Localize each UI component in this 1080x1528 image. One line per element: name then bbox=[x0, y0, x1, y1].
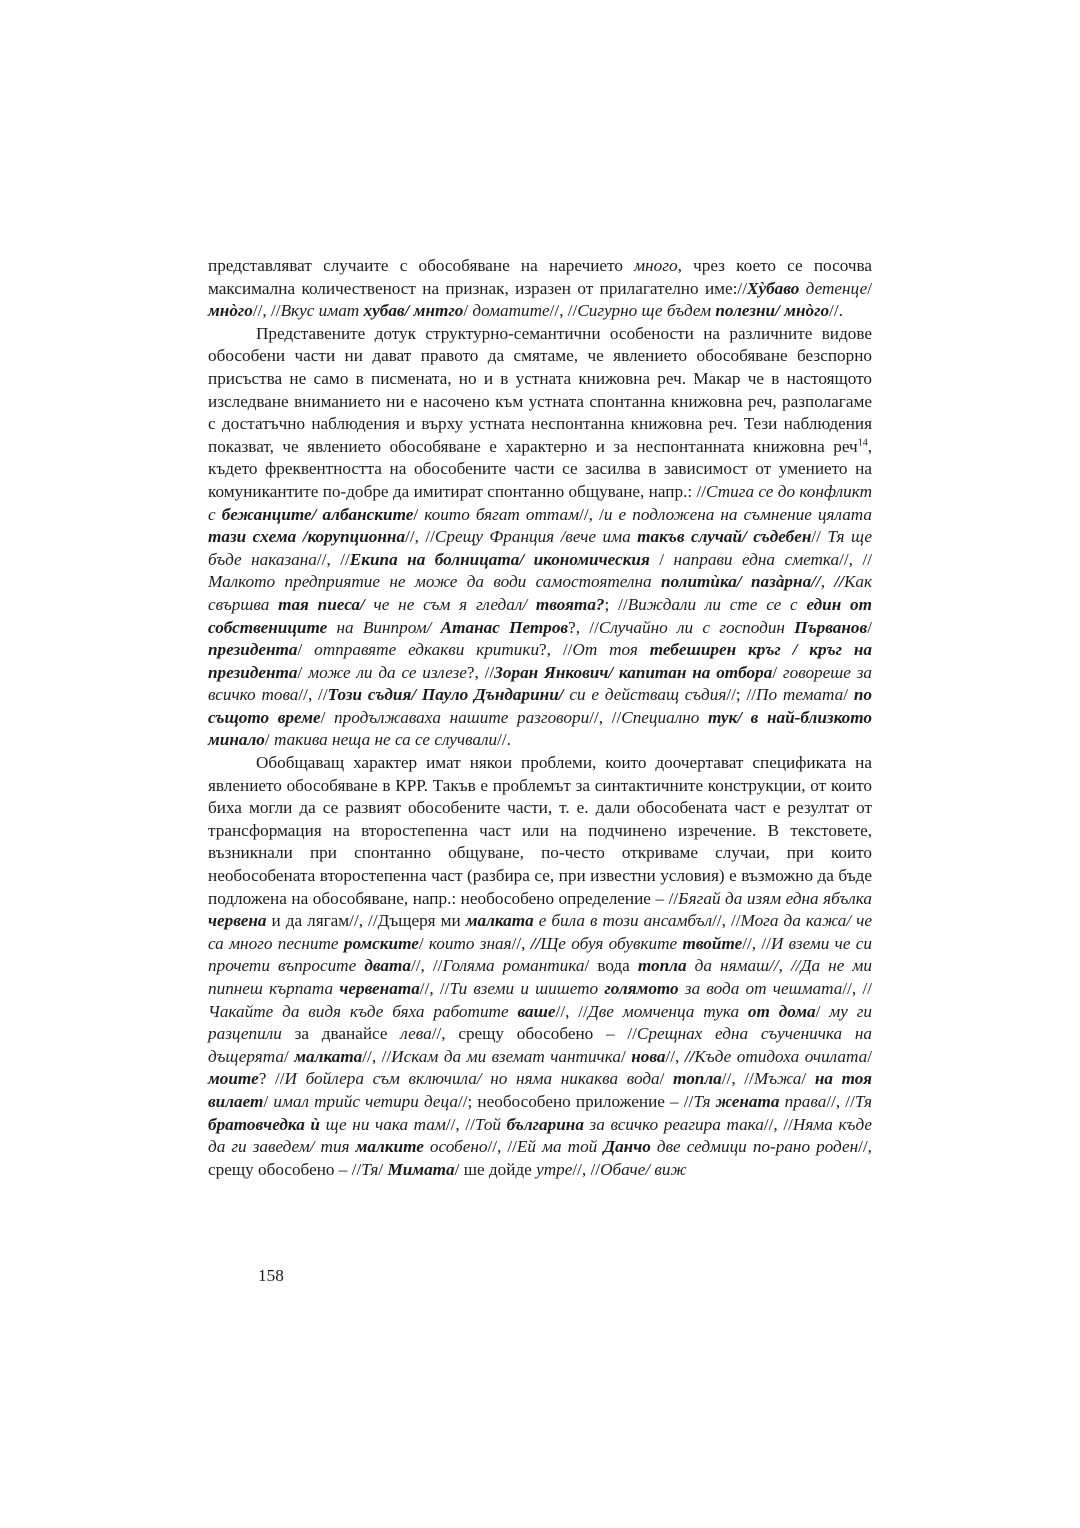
example-emphasis: Хỳбаво bbox=[746, 278, 800, 298]
example-text: права bbox=[779, 1091, 827, 1111]
example-emphasis: малката bbox=[294, 1046, 363, 1066]
example-text: Виждали ли сте се с bbox=[627, 594, 807, 614]
example-bold bbox=[536, 595, 605, 614]
example-emphasis: топла bbox=[673, 1069, 722, 1089]
example-bold bbox=[328, 685, 564, 704]
example-bold bbox=[339, 979, 419, 998]
text-run: / bbox=[867, 617, 872, 637]
example-text: за вода от чешмата bbox=[678, 979, 843, 998]
text-run: за дванайсе bbox=[281, 1024, 401, 1044]
example-text: Тя bbox=[361, 1159, 379, 1179]
example-emphasis: Този съдия/ Пауло Дъндарини/ bbox=[327, 685, 564, 705]
text-run: //, // bbox=[316, 549, 350, 569]
text-run: / bbox=[297, 640, 315, 660]
example-text: Сигурно ще бъдем bbox=[577, 301, 716, 321]
example-emphasis: на тоя вилает bbox=[208, 1069, 872, 1111]
text-run: ? // bbox=[258, 1069, 285, 1089]
text-run: //, / bbox=[579, 504, 604, 524]
text-run: / bbox=[772, 662, 783, 682]
example-text: доматите bbox=[472, 301, 550, 321]
example-bold bbox=[466, 911, 534, 930]
text-run: //. bbox=[497, 730, 511, 750]
example-text: Тя bbox=[854, 1091, 872, 1111]
example-text: Две момченца тука bbox=[587, 1001, 748, 1021]
text-run: / bbox=[659, 1069, 674, 1089]
text-run: / bbox=[297, 662, 309, 682]
text-run: //, // bbox=[419, 979, 450, 998]
text-run: / ше дойде bbox=[454, 1159, 537, 1179]
example-text: такива неща не са се случвали bbox=[273, 730, 498, 750]
example-text: и е подложена на съмнение цялата bbox=[603, 504, 873, 524]
example-text: може ли да се излезе bbox=[308, 662, 467, 682]
page-body bbox=[208, 255, 872, 1181]
text-run: / bbox=[649, 549, 674, 569]
text-run: / bbox=[264, 730, 274, 750]
text-run: ?, // bbox=[568, 617, 599, 637]
example-emphasis: голямото bbox=[604, 979, 679, 998]
example-text: утре bbox=[536, 1159, 573, 1179]
text-run: //, // bbox=[298, 685, 328, 705]
example-text: Той bbox=[474, 1114, 507, 1134]
text-run: //, // bbox=[572, 1159, 601, 1179]
example-bold bbox=[294, 1047, 362, 1066]
example-bold bbox=[507, 1115, 584, 1134]
example-emphasis: // bbox=[834, 572, 844, 592]
example-text: И бойлера съм включила/ но няма никаква вода bbox=[284, 1069, 660, 1089]
text-run: Представените дотук структурно-семантични особености на различните видове обособени части ни дават правото да смятаме, че явлението обособяване безспорно присъства не само в писмената, но и в устната книжовна реч. Макар че в настоящото изследване вниманието ни е насочено към устната спонтанна книжовна реч, разполагаме с достатъчно наблюдения и върху устната неспонтанна книжовна реч. Тези наблюдения показват, че явлението обособяване е характерно и за неспонтанната книжовна реч bbox=[208, 323, 872, 456]
example-emphasis: тая пиеса/ bbox=[278, 594, 365, 614]
text-run: //; необособено приложение – // bbox=[457, 1091, 694, 1111]
text-run: //, // bbox=[549, 301, 578, 321]
example-text: които зная bbox=[428, 933, 512, 953]
example-emphasis: бежанците/ албанските bbox=[221, 504, 414, 524]
example-emphasis: малката bbox=[465, 911, 534, 931]
example-emphasis: Зоран Янкович/ капитан на отбора bbox=[494, 662, 773, 682]
example-bold bbox=[344, 934, 419, 953]
text-run: , чрез което се посочва максимална количественост на признак, изразен от прилагателно име:// bbox=[208, 256, 873, 298]
example-emphasis: политѝка/ пазàрна// bbox=[660, 572, 821, 592]
example-emphasis: нова bbox=[631, 1046, 666, 1066]
paragraph bbox=[208, 323, 872, 752]
example-bold bbox=[208, 911, 266, 930]
example-emphasis: Данчо bbox=[603, 1137, 651, 1157]
example-emphasis: жената bbox=[715, 1091, 780, 1111]
example-text: Малкото предприятие не може да води самостоятелна bbox=[208, 572, 661, 592]
example-emphasis: червената bbox=[339, 979, 420, 998]
example-emphasis: Атанас Петров bbox=[440, 617, 569, 637]
example-bold bbox=[637, 527, 811, 546]
example-bold bbox=[356, 1137, 424, 1156]
example-emphasis: такъв случай/ съдебен bbox=[637, 527, 812, 547]
paragraph bbox=[208, 752, 872, 1181]
text-run: / bbox=[320, 707, 335, 727]
text-run: //, // bbox=[362, 1046, 392, 1066]
text-run: //, срещу обособено – // bbox=[431, 1024, 637, 1044]
text-run: / bbox=[620, 1046, 632, 1066]
example-text: да нямаш//, //Да не ми пипнеш кърпата bbox=[208, 956, 872, 998]
text-run: / bbox=[867, 278, 872, 298]
example-bold bbox=[364, 301, 464, 320]
example-text: които бягат оттам bbox=[424, 504, 580, 524]
text-run: //, // bbox=[763, 1114, 793, 1134]
example-bold bbox=[441, 618, 568, 637]
text-run: //, срещу обособено – // bbox=[208, 1137, 872, 1179]
text-run: / вода bbox=[584, 956, 638, 976]
example-text: ще ни чака там bbox=[320, 1114, 446, 1134]
example-text: е била в този ансамбъл bbox=[533, 911, 713, 931]
example-emphasis: червена bbox=[208, 911, 267, 931]
example-emphasis: // bbox=[530, 933, 541, 953]
example-emphasis: топла bbox=[637, 956, 687, 976]
example-emphasis: двата bbox=[364, 956, 411, 976]
example-bold bbox=[222, 505, 414, 524]
example-emphasis: твойте bbox=[682, 933, 743, 953]
example-emphasis: малките bbox=[355, 1137, 424, 1157]
example-bold bbox=[208, 301, 253, 320]
example-bold bbox=[685, 1047, 695, 1066]
example-text: две седмици по-рано роден bbox=[650, 1137, 859, 1157]
example-text: продължавахa нашите разговори bbox=[334, 707, 590, 727]
example-emphasis: братовчедка ѝ bbox=[208, 1114, 320, 1134]
example-text: много bbox=[634, 256, 678, 275]
example-text: Обаче/ виж bbox=[600, 1159, 687, 1179]
text-run: //, // bbox=[487, 1137, 517, 1157]
example-emphasis: моите bbox=[208, 1069, 259, 1089]
text-run: / bbox=[801, 1069, 815, 1089]
example-bold bbox=[208, 527, 405, 546]
example-text: Няма къде да ги заведем/ тия bbox=[208, 1114, 872, 1157]
example-bold bbox=[794, 618, 867, 637]
text-run: , където фреквентността на обособените части се засилва в зависимост от умението на комуникантите по-добре да имитират спонтанно общуване, напр.: // bbox=[208, 436, 872, 501]
example-text: направи една сметка bbox=[673, 549, 840, 569]
example-bold bbox=[748, 1002, 816, 1021]
example-text: Мога да кажа/ че са много песните bbox=[208, 911, 873, 953]
example-text: Срещнах една съученичка на дъщерята bbox=[208, 1024, 872, 1066]
example-emphasis: Екипа на болницата/ икономическия bbox=[349, 549, 650, 569]
text-run: Обобщаващ характер имат някои проблеми, които доочертават спецификата на явлението обособяване в КРР. Такъв е проблемът за синтактичните конструкции, от които биха могли да се развият обособените части, т. е. дали обособената част е резултат от трансформация на второстепенна част или на подчинено изречение. В текстовете, възникнали при спонтанно общуване, по-често откриваме случаи, при които необособената второстепенна част (разбира се, при известни условия) е възможно да бъде подложена на обособяване, напр.: необособено определение – // bbox=[208, 753, 872, 908]
example-bold bbox=[673, 1069, 722, 1088]
example-emphasis: Първанов bbox=[794, 617, 868, 637]
example-text: Ти вземи и шишето bbox=[449, 979, 605, 998]
text-run: //, // bbox=[826, 1091, 855, 1111]
example-text: И вземи че си прочети въпросите bbox=[208, 933, 872, 976]
text-run: //, // bbox=[405, 527, 435, 547]
example-emphasis: тук/ в най-близкото минало bbox=[208, 707, 872, 750]
example-emphasis: ромските bbox=[343, 933, 419, 953]
example-bold bbox=[208, 1115, 320, 1134]
example-emphasis: полезни/ мнòго bbox=[715, 301, 830, 321]
text-run: ?, // bbox=[466, 662, 495, 682]
text-run: ; // bbox=[604, 594, 628, 614]
text-run: //, // bbox=[721, 1069, 754, 1089]
example-emphasis: тази схема /корупционна bbox=[208, 527, 406, 547]
example-text: Мъжа bbox=[753, 1069, 802, 1089]
example-text: Тя ще бъде наказана bbox=[208, 527, 872, 569]
example-bold bbox=[747, 279, 799, 298]
example-text: отправяте едкакви критики bbox=[314, 640, 540, 660]
example-text: Как свършва bbox=[208, 572, 872, 614]
example-bold bbox=[661, 572, 821, 591]
example-bold bbox=[603, 1137, 651, 1156]
example-text: детенце bbox=[799, 278, 868, 298]
text-run: //, // bbox=[589, 707, 622, 727]
text-run: //, // bbox=[252, 301, 281, 321]
example-text: Ей ма той bbox=[516, 1137, 604, 1157]
example-bold bbox=[494, 663, 772, 682]
example-text: Голяма романтика bbox=[442, 956, 585, 976]
example-emphasis: президента bbox=[208, 640, 298, 660]
text-run: / bbox=[418, 933, 429, 953]
example-text: си е действащ съдия bbox=[563, 685, 727, 705]
text-run: представляват случаите с обособяване на наречието bbox=[208, 256, 635, 275]
text-run: ?, // bbox=[539, 640, 573, 660]
text-run: //, // bbox=[712, 911, 741, 931]
example-emphasis: по същото време bbox=[208, 685, 872, 727]
example-text: Тя bbox=[693, 1091, 716, 1111]
text-run: / bbox=[843, 685, 854, 705]
footnote-ref: 14 bbox=[857, 437, 868, 449]
example-bold bbox=[604, 979, 678, 998]
text-run: и да лягам//, //Дъщеря ми bbox=[266, 911, 466, 931]
text-run: / bbox=[463, 301, 473, 321]
example-text: имал трийс четири деца bbox=[273, 1091, 458, 1111]
example-text: Искам да ми вземат чантичка bbox=[391, 1046, 621, 1066]
example-emphasis: // bbox=[684, 1046, 695, 1066]
example-text: Бягай да изям една ябълка bbox=[678, 888, 872, 908]
paragraph bbox=[208, 255, 872, 323]
example-text: му ги разцепили bbox=[208, 1001, 872, 1044]
example-text: Къде отидоха очилата bbox=[694, 1046, 868, 1066]
example-text: Срещу Франция /вече има bbox=[434, 527, 638, 547]
example-bold bbox=[682, 934, 742, 953]
example-bold bbox=[715, 301, 829, 320]
example-text: Специално bbox=[621, 707, 708, 727]
text-run: //, bbox=[665, 1046, 685, 1066]
example-emphasis: хубав/ мнтго bbox=[363, 301, 464, 321]
text-run: //, // bbox=[742, 933, 771, 953]
page-number: 158 bbox=[258, 1266, 284, 1285]
example-text: От тоя bbox=[572, 640, 650, 660]
text-run: // bbox=[811, 527, 828, 547]
example-emphasis: един от собствениците bbox=[208, 594, 873, 637]
example-emphasis: от дома bbox=[747, 1001, 816, 1021]
example-bold bbox=[278, 595, 365, 614]
example-text: говореше за всичко това bbox=[208, 662, 872, 705]
example-emphasis: мнòго bbox=[208, 301, 253, 321]
text-run: / bbox=[263, 1091, 274, 1111]
example-bold bbox=[208, 1069, 259, 1088]
example-bold bbox=[517, 1002, 555, 1021]
example-text: Вкус имат bbox=[280, 301, 364, 321]
example-bold bbox=[364, 956, 411, 975]
example-emphasis: тебеширен кръг / кръг на президента bbox=[208, 640, 873, 682]
example-text: Чакайте да видя къде бяха работите bbox=[208, 1001, 518, 1021]
example-text: Ще обуя обувките bbox=[540, 933, 683, 953]
text-run: //; // bbox=[726, 685, 757, 705]
text-run: //, // bbox=[410, 956, 443, 976]
example-bold bbox=[350, 550, 650, 569]
example-text: лева bbox=[400, 1024, 432, 1044]
example-bold bbox=[716, 1092, 780, 1111]
text-run: / bbox=[413, 504, 425, 524]
example-bold bbox=[631, 1047, 665, 1066]
example-text: Стига се до конфликт с bbox=[208, 481, 872, 524]
text-run: //, bbox=[511, 933, 531, 953]
text-run: / bbox=[867, 1046, 872, 1066]
example-bold bbox=[834, 572, 844, 591]
text-run: / bbox=[284, 1046, 295, 1066]
example-text: на Винпром/ bbox=[327, 617, 441, 637]
example-emphasis: българина bbox=[506, 1114, 584, 1134]
example-bold bbox=[531, 934, 541, 953]
text-run: / bbox=[815, 1001, 830, 1021]
text-run: //, // bbox=[445, 1114, 475, 1134]
text-run: , bbox=[820, 572, 835, 592]
example-text: особено bbox=[423, 1137, 488, 1157]
text-run: //, // bbox=[555, 1001, 588, 1021]
text-run: //. bbox=[829, 301, 843, 321]
example-text: че не съм я гледал/ bbox=[364, 594, 536, 614]
example-emphasis: Мимата bbox=[387, 1159, 455, 1179]
example-bold bbox=[208, 640, 297, 659]
example-emphasis: твоята? bbox=[535, 594, 605, 614]
text-run: //, // bbox=[842, 979, 872, 998]
example-text: за всичко реагира така bbox=[583, 1114, 764, 1134]
text-run: / bbox=[378, 1159, 388, 1179]
text-run: //, // bbox=[839, 549, 872, 569]
example-bold bbox=[387, 1160, 454, 1179]
example-bold bbox=[638, 956, 687, 975]
example-text: Случайно ли с господин bbox=[598, 617, 795, 637]
example-emphasis: ваше bbox=[517, 1001, 556, 1021]
example-text: По темата bbox=[756, 685, 844, 705]
